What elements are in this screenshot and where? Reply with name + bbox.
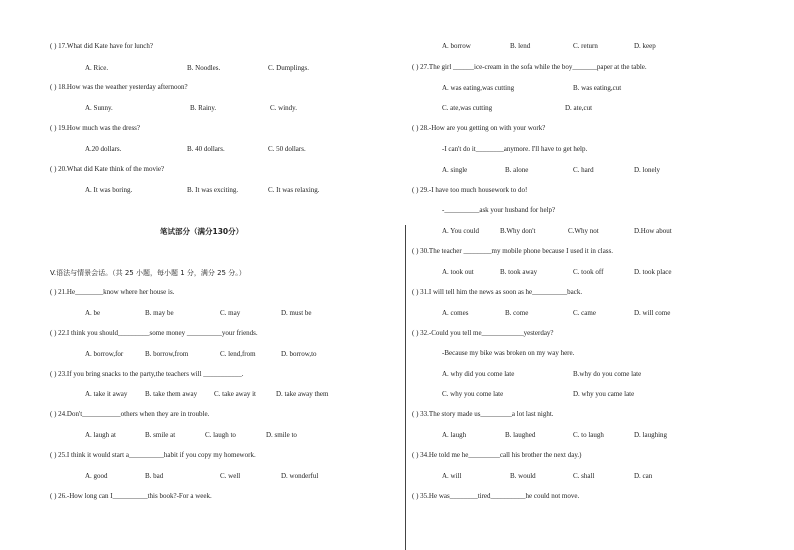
option-27b[interactable]: B. was eating,cut [573, 84, 622, 92]
question-32-reply: -Because my bike was broken on my way here. [442, 349, 575, 357]
option-32c[interactable]: C. why you come late [442, 390, 504, 398]
option-31b[interactable]: B. come [505, 309, 529, 317]
question-34: ( ) 34.He told me he_________call his brother the next day.) [412, 451, 582, 459]
option-28a[interactable]: A. single [442, 166, 468, 174]
option-34b[interactable]: B. would [510, 472, 536, 480]
question-28: ( ) 28.-How are you getting on with your work? [412, 124, 546, 132]
question-30: ( ) 30.The teacher ________my mobile phone because I used it in class. [412, 247, 613, 255]
option-25a[interactable]: A. good [85, 472, 108, 480]
option-33d[interactable]: D. laughing [634, 431, 668, 439]
question-25: ( ) 25.I think it would start a__________habit if you copy my homework. [50, 451, 256, 459]
option-25d[interactable]: D. wonderful [281, 472, 319, 480]
option-28d[interactable]: D. lonely [634, 166, 661, 174]
option-19c[interactable]: C. 50 dollars. [268, 145, 306, 153]
question-32: ( ) 32.-Could you tell me____________yesterday? [412, 329, 554, 337]
option-24d[interactable]: D. smile to [266, 431, 297, 439]
option-34c[interactable]: C. shall [573, 472, 595, 480]
option-34a[interactable]: A. will [442, 472, 462, 480]
option-29a[interactable]: A. You could [442, 227, 479, 235]
question-19: ( ) 19.How much was the dress? [50, 124, 141, 132]
option-23c[interactable]: C. take away it [214, 390, 256, 398]
option-24b[interactable]: B. smile at [145, 431, 176, 439]
question-28-reply: -I can't do it________anymore. I'll have to get help. [442, 145, 588, 153]
option-27c[interactable]: C. ate,was cutting [442, 104, 493, 112]
option-24a[interactable]: A. laugh at [85, 431, 116, 439]
option-26b[interactable]: B. lend [510, 42, 531, 50]
option-20c[interactable]: C. It was relaxing. [268, 186, 320, 194]
option-22d[interactable]: D. borrow,to [281, 350, 317, 358]
question-23: ( ) 23.If you bring snacks to the party,the teachers will ___________. [50, 370, 244, 378]
option-32d[interactable]: D. why you came late [573, 390, 635, 398]
question-18: ( ) 18.How was the weather yesterday afternoon? [50, 83, 188, 91]
question-26: ( ) 26.-How long can I__________this book?-For a week. [50, 492, 212, 500]
option-30d[interactable]: D. took place [634, 268, 672, 276]
option-21b[interactable]: B. may be [145, 309, 174, 317]
option-30b[interactable]: B. took away [500, 268, 538, 276]
option-22b[interactable]: B. borrow,from [145, 350, 189, 358]
question-29-reply: -__________ask your husband for help? [442, 206, 556, 214]
option-24c[interactable]: C. laugh to [205, 431, 236, 439]
option-26a[interactable]: A. borrow [442, 42, 471, 50]
question-24: ( ) 24.Don't___________others when they are in trouble. [50, 410, 210, 418]
section-v-title: V.语法与情景会话。（共 25 小题，每小题 1 分，满分 25 分。） [50, 269, 246, 277]
option-29d[interactable]: D.How about [634, 227, 672, 235]
option-20a[interactable]: A. It was boring. [85, 186, 133, 194]
option-32a[interactable]: A. why did you come late [442, 370, 515, 378]
question-27: ( ) 27.The girl ______ice-cream in the sofa while the boy_______paper at the table. [412, 63, 647, 71]
option-26d[interactable]: D. keep [634, 42, 656, 50]
option-25b[interactable]: B. bad [145, 472, 164, 480]
option-28b[interactable]: B. alone [505, 166, 529, 174]
option-17c[interactable]: C. Dumplings. [268, 64, 310, 72]
option-22c[interactable]: C. lend,from [220, 350, 256, 358]
option-19b[interactable]: B. 40 dollars. [187, 145, 225, 153]
option-31c[interactable]: C. came [573, 309, 596, 317]
option-33a[interactable]: A. laugh [442, 431, 467, 439]
question-31: ( ) 31.I will tell him the news as soon as he__________back. [412, 288, 583, 296]
question-22: ( ) 22.I think you should_________some money __________your friends. [50, 329, 258, 337]
option-23b[interactable]: B. take them away [145, 390, 198, 398]
option-23a[interactable]: A. take it away [85, 390, 128, 398]
option-26c[interactable]: C. return [573, 42, 598, 50]
option-18a[interactable]: A. Sunny. [85, 104, 113, 112]
option-27a[interactable]: A. was eating,was cutting [442, 84, 515, 92]
option-34d[interactable]: D. can [634, 472, 653, 480]
option-21d[interactable]: D. must be [281, 309, 312, 317]
option-19a[interactable]: A.20 dollars. [85, 145, 122, 153]
option-29b[interactable]: B.Why don't [500, 227, 536, 235]
option-25c[interactable]: C. well [220, 472, 241, 480]
option-18b[interactable]: B. Rainy. [190, 104, 217, 112]
option-29c[interactable]: C.Why not [568, 227, 599, 235]
option-30a[interactable]: A. took out [442, 268, 474, 276]
question-17: ( ) 17.What did Kate have for lunch? [50, 42, 154, 50]
option-21a[interactable]: A. be [85, 309, 101, 317]
question-33: ( ) 33.The story made us_________a lot last night. [412, 410, 554, 418]
question-35: ( ) 35.He was________tired__________he could not move. [412, 492, 580, 500]
question-21: ( ) 21.He________know where her house is. [50, 288, 175, 296]
option-23d[interactable]: D. take away them [276, 390, 329, 398]
option-30c[interactable]: C. took off [573, 268, 604, 276]
option-28c[interactable]: C. hard [573, 166, 594, 174]
option-20b[interactable]: B. It was exciting. [187, 186, 239, 194]
written-part-heading: 笔试部分（满分130分） [160, 227, 244, 236]
option-22a[interactable]: A. borrow,for [85, 350, 124, 358]
option-31d[interactable]: D. will come [634, 309, 671, 317]
option-31a[interactable]: A. comes [442, 309, 469, 317]
option-33c[interactable]: C. to laugh [573, 431, 604, 439]
question-29: ( ) 29.-I have too much housework to do! [412, 186, 528, 194]
option-18c[interactable]: C. windy. [270, 104, 297, 112]
option-17b[interactable]: B. Noodles. [187, 64, 221, 72]
question-20: ( ) 20.What did Kate think of the movie? [50, 165, 165, 173]
option-17a[interactable]: A. Rice. [85, 64, 109, 72]
column-divider [405, 225, 406, 550]
option-32b[interactable]: B.why do you come late [573, 370, 642, 378]
option-21c[interactable]: C. may [220, 309, 241, 317]
option-27d[interactable]: D. ate,cut [565, 104, 593, 112]
option-33b[interactable]: B. laughed [505, 431, 536, 439]
